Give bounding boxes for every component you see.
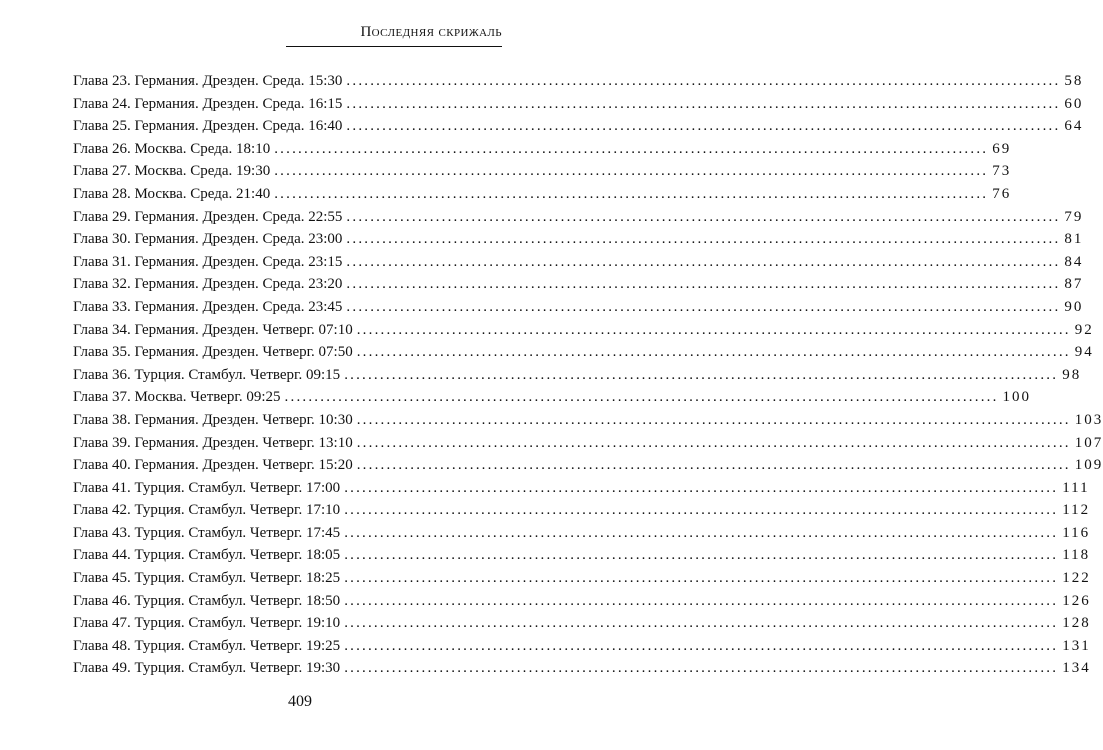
- toc-entry-page: 128: [1062, 615, 1091, 632]
- dot-leader: ........................................................................................................................: [274, 163, 989, 180]
- toc-entry-title: Глава 47. Турция. Стамбул. Четверг. 19:10: [73, 615, 341, 632]
- toc-entry-page: 84: [1064, 253, 1084, 270]
- dot-leader: ........................................................................................................................: [344, 524, 1059, 541]
- toc-entry-page: 111: [1062, 479, 1090, 496]
- toc-entry-page: 131: [1062, 637, 1091, 654]
- toc-entry-title: Глава 45. Турция. Стамбул. Четверг. 18:25: [73, 570, 341, 587]
- toc-entry-title: Глава 39. Германия. Дрезден. Четверг. 13:10: [73, 434, 353, 451]
- toc-entry: [73, 273, 1084, 296]
- toc-entry: [73, 409, 1103, 432]
- dot-leader: ........................................................................................................................: [344, 592, 1059, 609]
- toc-entry: [73, 590, 1091, 613]
- toc-entry: [73, 544, 1091, 567]
- dot-leader: ........................................................................................................................: [346, 118, 1061, 135]
- dot-leader: ........................................................................................................................: [356, 434, 1071, 451]
- toc-entry-page: 73: [992, 163, 1012, 180]
- running-head: Последняя скрижаль: [360, 24, 502, 40]
- toc-entry: [73, 93, 1084, 116]
- table-of-contents: [73, 70, 1103, 680]
- toc-entry: [73, 567, 1091, 590]
- dot-leader: ........................................................................................................................: [356, 411, 1071, 428]
- toc-entry: [73, 70, 1084, 93]
- toc-entry-title: Глава 36. Турция. Стамбул. Четверг. 09:15: [73, 366, 341, 383]
- toc-entry-title: Глава 23. Германия. Дрезден. Среда. 15:30: [73, 73, 343, 89]
- dot-leader: ........................................................................................................................: [356, 321, 1071, 338]
- toc-entry: [73, 206, 1084, 229]
- dot-leader: ........................................................................................................................: [356, 344, 1071, 361]
- dot-leader: ........................................................................................................................: [346, 95, 1061, 112]
- toc-entry: [73, 499, 1091, 522]
- toc-entry-page: 134: [1062, 660, 1091, 677]
- toc-entry: [73, 386, 1032, 409]
- toc-entry-title: Глава 33. Германия. Дрезден. Среда. 23:45: [73, 298, 343, 315]
- toc-entry-page: 79: [1064, 208, 1084, 225]
- toc-entry: [73, 183, 1012, 206]
- toc-entry-title: Глава 44. Турция. Стамбул. Четверг. 18:05: [73, 547, 341, 564]
- toc-entry-page: 126: [1062, 592, 1091, 609]
- toc-entry-title: Глава 28. Москва. Среда. 21:40: [73, 185, 271, 202]
- toc-entry-title: Глава 26. Москва. Среда. 18:10: [73, 140, 271, 157]
- dot-leader: ........................................................................................................................: [344, 547, 1059, 564]
- dot-leader: ........................................................................................................................: [344, 660, 1059, 677]
- header-rule: [286, 46, 502, 47]
- dot-leader: ........................................................................................................................: [346, 231, 1061, 248]
- toc-entry-page: 69: [992, 140, 1012, 157]
- toc-entry-page: 118: [1062, 547, 1091, 564]
- toc-entry-page: 107: [1074, 434, 1103, 451]
- toc-entry-title: Глава 42. Турция. Стамбул. Четверг. 17:10: [73, 502, 341, 519]
- dot-leader: ........................................................................................................................: [356, 457, 1071, 474]
- dot-leader: ........................................................................................................................: [346, 276, 1061, 293]
- toc-entry-page: 58: [1064, 73, 1084, 89]
- toc-entry: [73, 138, 1012, 161]
- toc-entry-title: Глава 38. Германия. Дрезден. Четверг. 10:30: [73, 411, 353, 428]
- toc-entry-page: 94: [1074, 344, 1094, 361]
- dot-leader: ........................................................................................................................: [344, 479, 1059, 496]
- toc-entry: [73, 454, 1103, 477]
- toc-entry-title: Глава 27. Москва. Среда. 19:30: [73, 163, 271, 180]
- toc-entry-title: Глава 40. Германия. Дрезден. Четверг. 15:20: [73, 457, 353, 474]
- toc-entry-page: 109: [1074, 457, 1103, 474]
- dot-leader: ........................................................................................................................: [344, 615, 1059, 632]
- toc-entry-title: Глава 49. Турция. Стамбул. Четверг. 19:30: [73, 660, 341, 677]
- toc-entry-title: Глава 43. Турция. Стамбул. Четверг. 17:45: [73, 524, 341, 541]
- dot-leader: ........................................................................................................................: [346, 298, 1061, 315]
- toc-entry-page: 98: [1062, 366, 1082, 383]
- toc-entry-title: Глава 31. Германия. Дрезден. Среда. 23:15: [73, 253, 343, 270]
- toc-entry: [73, 635, 1091, 658]
- toc-entry: [73, 522, 1091, 545]
- toc-entry-page: 81: [1064, 231, 1084, 248]
- toc-entry-page: 92: [1074, 321, 1094, 338]
- toc-entry: [73, 160, 1012, 183]
- toc-entry-title: Глава 48. Турция. Стамбул. Четверг. 19:25: [73, 637, 341, 654]
- toc-entry-page: 100: [1002, 389, 1032, 406]
- dot-leader: ........................................................................................................................: [346, 73, 1061, 89]
- toc-entry-page: 112: [1062, 502, 1091, 519]
- toc-entry: [73, 251, 1084, 274]
- dot-leader: ........................................................................................................................: [274, 185, 989, 202]
- toc-entry-page: 64: [1064, 118, 1084, 135]
- toc-entry: [73, 364, 1082, 387]
- toc-entry: [73, 341, 1094, 364]
- toc-entry: [73, 296, 1084, 319]
- toc-entry: [73, 115, 1084, 138]
- toc-entry-page: 60: [1064, 95, 1084, 112]
- toc-entry-page: 90: [1064, 298, 1084, 315]
- toc-entry: [73, 477, 1090, 500]
- dot-leader: ........................................................................................................................: [344, 570, 1059, 587]
- toc-entry-title: Глава 24. Германия. Дрезден. Среда. 16:15: [73, 95, 343, 112]
- toc-entry: [73, 432, 1103, 455]
- dot-leader: ........................................................................................................................: [346, 208, 1061, 225]
- dot-leader: ........................................................................................................................: [344, 502, 1059, 519]
- toc-entry-title: Глава 46. Турция. Стамбул. Четверг. 18:50: [73, 592, 341, 609]
- toc-entry-title: Глава 32. Германия. Дрезден. Среда. 23:20: [73, 276, 343, 293]
- toc-entry-page: 116: [1062, 524, 1091, 541]
- toc-entry-page: 122: [1062, 570, 1091, 587]
- toc-entry-page: 76: [992, 185, 1012, 202]
- toc-entry-title: Глава 25. Германия. Дрезден. Среда. 16:40: [73, 118, 343, 135]
- toc-entry: [73, 319, 1094, 342]
- toc-entry-title: Глава 41. Турция. Стамбул. Четверг. 17:00: [73, 479, 341, 496]
- toc-entry-page: 87: [1064, 276, 1084, 293]
- toc-entry: [73, 612, 1091, 635]
- toc-entry-page: 103: [1074, 411, 1103, 428]
- page-number: 409: [288, 693, 312, 710]
- toc-entry: [73, 228, 1084, 251]
- dot-leader: ........................................................................................................................: [344, 366, 1059, 383]
- dot-leader: ........................................................................................................................: [274, 140, 989, 157]
- dot-leader: ........................................................................................................................: [346, 253, 1061, 270]
- toc-entry-title: Глава 34. Германия. Дрезден. Четверг. 07:10: [73, 321, 353, 338]
- dot-leader: ........................................................................................................................: [284, 389, 999, 406]
- toc-entry-title: Глава 35. Германия. Дрезден. Четверг. 07:50: [73, 344, 353, 361]
- toc-entry-title: Глава 37. Москва. Четверг. 09:25: [73, 389, 281, 406]
- toc-entry-title: Глава 29. Германия. Дрезден. Среда. 22:55: [73, 208, 343, 225]
- dot-leader: ........................................................................................................................: [344, 637, 1059, 654]
- toc-entry-title: Глава 30. Германия. Дрезден. Среда. 23:00: [73, 231, 343, 248]
- toc-entry: [73, 657, 1091, 680]
